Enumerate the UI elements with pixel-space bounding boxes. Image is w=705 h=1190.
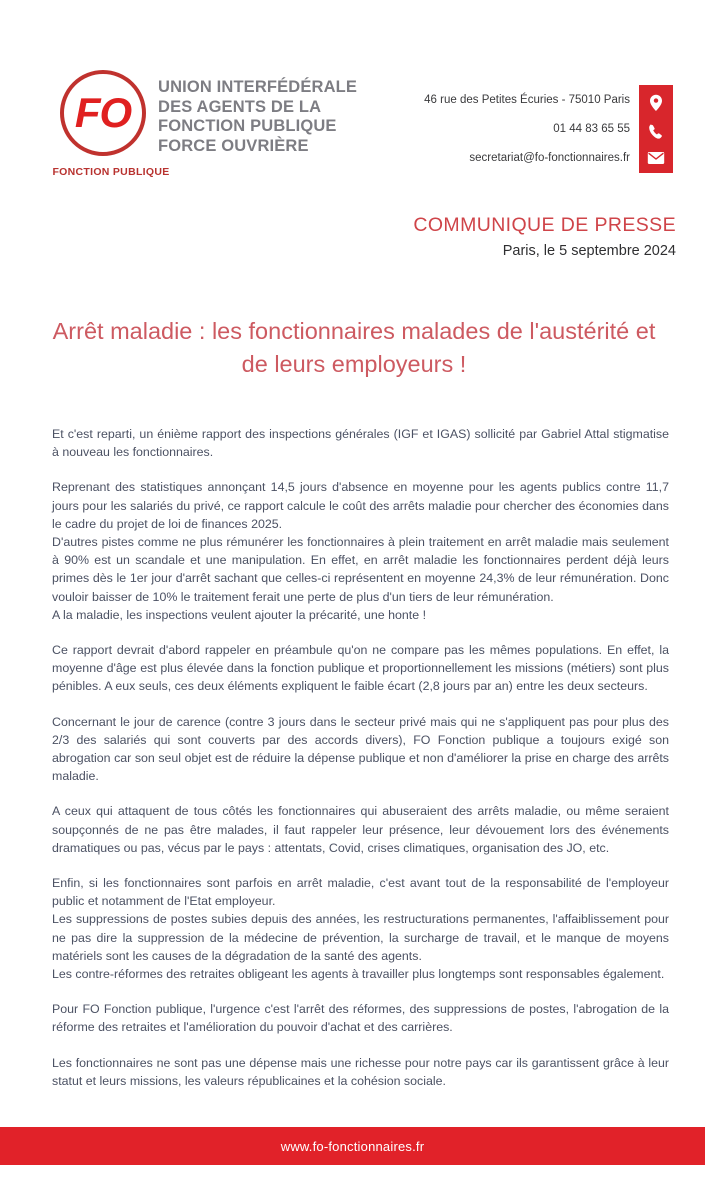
paragraph-intro	[52, 425, 669, 461]
organization-line-3: FONCTION PUBLIQUE	[158, 117, 337, 135]
contact-email[interactable]: secretariat@fo-fonctionnaires.fr	[469, 152, 630, 164]
organization-line-2: DES AGENTS DE LA	[158, 97, 322, 116]
communique-date: Paris, le 5 septembre 2024	[502, 243, 676, 259]
paragraph-preambule	[52, 641, 669, 696]
organization-name	[158, 78, 357, 156]
organization-line-4: FORCE OUVRIÈRE	[158, 136, 309, 155]
logo-caption: FONCTION PUBLIQUE	[52, 166, 170, 178]
paragraph-line: Ce rapport devrait d'abord rappeler en préambule qu'on ne compare pas les mêmes populations. En effet, la moyenne d'âge est plus élevée dans la fonction publique et proportionnellement les missions (métiers) sont plus pénibles. A eux seuls, ces deux éléments expliquent le faible écart (2,8 jours par an) entre les deux secteurs.	[52, 643, 669, 694]
organization-line-1: UNION INTERFÉDÉRALE	[158, 78, 358, 96]
document-header	[0, 64, 705, 194]
paragraph-responsabilite-employeur	[52, 874, 669, 983]
paragraph-conclusion	[52, 1054, 669, 1090]
paragraph-line: A ceux qui attaquent de tous côtés les fonctionnaires qui abuseraient des arrêts maladie, ou même seraient soupçonnés de ne pas être malades, il faut rappeler leur présence, leur dévouement lors des événements dramatiques ou pas, vécus par le pays : attentats, Covid, crises climatiques, organisation des JO, etc.	[52, 804, 669, 855]
paragraph-urgence	[52, 1000, 669, 1036]
communique-label: COMMUNIQUE DE PRESSE	[413, 214, 676, 236]
fo-logo-icon	[52, 68, 162, 166]
paragraph-statistiques	[52, 478, 669, 624]
communique-block	[0, 214, 676, 259]
contact-info	[400, 86, 630, 173]
footer-website-url[interactable]: www.fo-fonctionnaires.fr	[280, 1138, 425, 1154]
logo-monogram: FO	[74, 89, 132, 136]
paragraph-line: Et c'est reparti, un énième rapport des inspections générales (IGF et IGAS) sollicité par Gabriel Attal stigmatise à nouveau les fonctionnaires.	[52, 427, 669, 460]
page-title: Arrêt maladie : les fonctionnaires malades de l'austérité et de leurs employeurs !	[52, 318, 656, 377]
paragraph-line: D'autres pistes comme ne plus rémunérer les fonctionnaires à plein traitement en arrêt maladie mais seulement à 90% est un scandale et une manipulation. En effet, en arrêt maladie les fonctionnaires perdent déjà leurs primes dès le 1er jour d'arrêt sachant que celles-ci représentent en moyenne 24,3% de leur rémunération. Donc vouloir baisser de 10% le traitement ferait une perte de plus d'un tiers de leur rémunération.	[52, 535, 669, 604]
contact-phone: 01 44 83 65 55	[553, 123, 630, 135]
document-body	[52, 425, 669, 1090]
contact-address: 46 rue des Petites Écuries - 75010 Paris	[424, 94, 630, 106]
envelope-icon	[647, 151, 665, 165]
paragraph-line: A la maladie, les inspections veulent ajouter la précarité, une honte !	[52, 607, 427, 622]
paragraph-devouement	[52, 802, 669, 857]
paragraph-line: Les fonctionnaires ne sont pas une dépense mais une richesse pour notre pays car ils garantissent grâce à leur statut et leurs missions, les valeurs républicaines et la cohésion sociale.	[52, 1055, 669, 1088]
paragraph-line: Concernant le jour de carence (contre 3 jours dans le secteur privé mais qui ne s'appliquent pas pour plus des 2/3 des salariés qui sont couverts par des accords divers), FO Fonction publique a toujours exigé son abrogation car son seul objet est de réduire la dépense publique et non d'améliorer la prise en charge des arrêts maladie.	[52, 714, 669, 784]
map-pin-icon	[648, 94, 664, 112]
fo-logo-block	[52, 68, 402, 193]
paragraph-line: Les contre-réformes des retraites obligeant les agents à travailler plus longtemps sont responsables également.	[52, 967, 665, 982]
paragraph-line: Reprenant des statistiques annonçant 14,5 jours d'absence en moyenne pour les agents publics contre 11,7 jours pour les salariés du privé, ce rapport calcule le coût des arrêts maladie pour chercher des économies dans le cadre du projet de loi de finances 2025.	[52, 480, 669, 531]
paragraph-jour-de-carence	[52, 713, 669, 786]
paragraph-line: Les suppressions de postes subies depuis des années, les restructurations permanentes, l'affaiblissement pour ne pas dire la suppression de la médecine de prévention, la surcharge de travail, et le manque de moyens matériels sont les causes de la dégradation de la santé des agents.	[52, 912, 669, 963]
paragraph-line: Enfin, si les fonctionnaires sont parfois en arrêt maladie, c'est avant tout de la responsabilité de l'employeur public et notamment de l'Etat employeur.	[52, 876, 669, 909]
contact-icon-strip	[639, 85, 673, 173]
phone-icon	[648, 123, 664, 140]
paragraph-line: Pour FO Fonction publique, l'urgence c'est l'arrêt des réformes, des suppressions de postes, l'abrogation de la réforme des retraites et l'amélioration du pouvoir d'achat et des carrières.	[52, 1002, 669, 1035]
footer-bar	[0, 1127, 705, 1165]
